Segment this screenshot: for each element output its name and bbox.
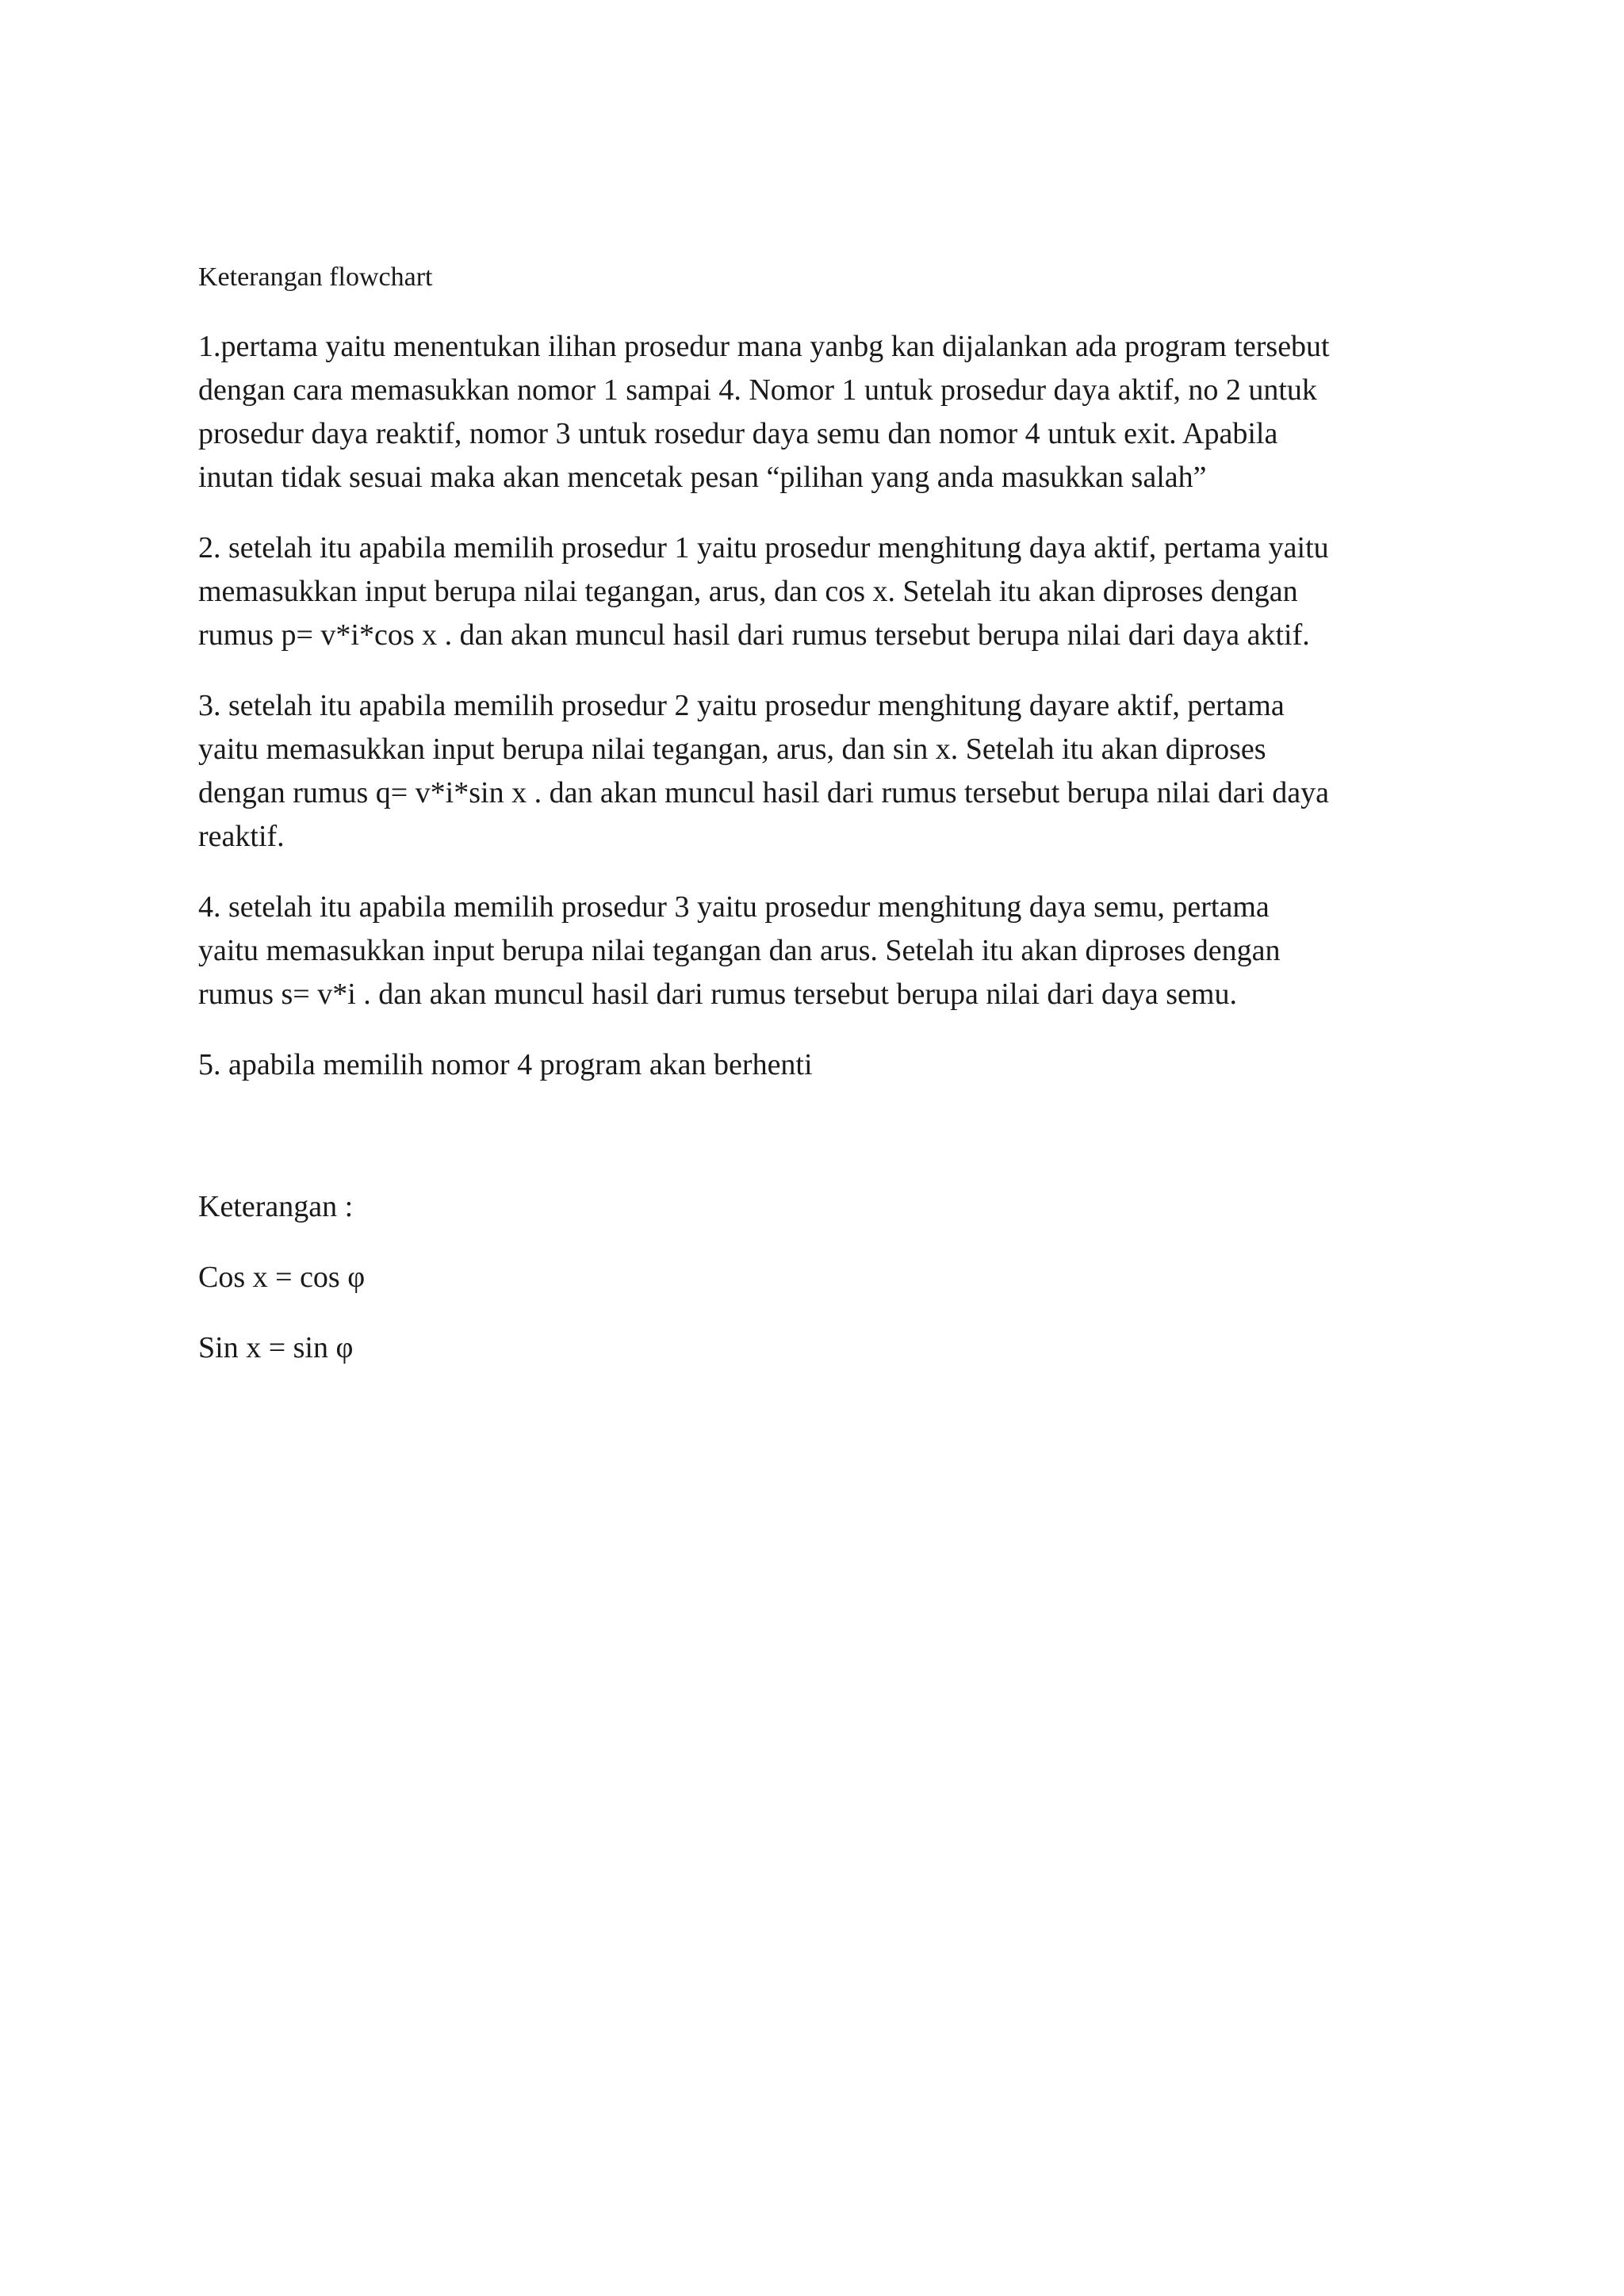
- paragraph-line: inutan tidak sesuai maka akan mencetak pesan “pilihan yang anda masukkan salah”: [198, 461, 1207, 494]
- paragraph-line: rumus s= v*i . dan akan muncul hasil dari rumus tersebut berupa nilai dari daya semu.: [198, 978, 1237, 1011]
- paragraph-line: memasukkan input berupa nilai tegangan, arus, dan cos x. Setelah itu akan diproses dengan: [198, 575, 1298, 608]
- paragraph-line: dengan cara memasukkan nomor 1 sampai 4. Nomor 1 untuk prosedur daya aktif, no 2 untuk: [198, 373, 1317, 407]
- paragraph-2: [198, 526, 1443, 657]
- paragraph-line: reaktif.: [198, 820, 285, 853]
- paragraph-line: prosedur daya reaktif, nomor 3 untuk rosedur daya semu dan nomor 4 untuk exit. Apabila: [198, 417, 1278, 450]
- paragraph-5: [198, 1043, 1443, 1087]
- paragraph-line: 3. setelah itu apabila memilih prosedur 2 yaitu prosedur menghitung dayare aktif, pertama: [198, 689, 1285, 722]
- paragraph-line: 4. setelah itu apabila memilih prosedur 3 yaitu prosedur menghitung daya semu, pertama: [198, 890, 1270, 924]
- paragraph-3: [198, 684, 1443, 859]
- section-spacer: [198, 1114, 1443, 1185]
- paragraph-line: 1.pertama yaitu menentukan ilihan prosedur mana yanbg kan dijalankan ada program tersebut: [198, 330, 1330, 363]
- paragraph-1: [198, 325, 1443, 499]
- paragraph-line: 2. setelah itu apabila memilih prosedur 1 yaitu prosedur menghitung daya aktif, pertama yaitu: [198, 531, 1329, 564]
- paragraph-line: rumus p= v*i*cos x . dan akan muncul hasil dari rumus tersebut berupa nilai dari daya aktif.: [198, 618, 1310, 652]
- note-item-cos: Cos x = cos φ: [198, 1261, 366, 1294]
- paragraph-line: 5. apabila memilih nomor 4 program akan berhenti: [198, 1048, 813, 1081]
- paragraph-line: dengan rumus q= v*i*sin x . dan akan muncul hasil dari rumus tersebut berupa nilai dari daya: [198, 776, 1330, 809]
- paragraph-4: [198, 886, 1443, 1016]
- paragraph-line: yaitu memasukkan input berupa nilai tegangan, arus, dan sin x. Setelah itu akan diproses: [198, 733, 1266, 766]
- notes-title: Keterangan :: [198, 1190, 354, 1223]
- note-item-sin: Sin x = sin φ: [198, 1331, 354, 1364]
- document-title: Keterangan flowchart: [198, 262, 433, 292]
- paragraph-line: yaitu memasukkan input berupa nilai tegangan dan arus. Setelah itu akan diproses dengan: [198, 934, 1281, 967]
- document-body: [198, 262, 1443, 1397]
